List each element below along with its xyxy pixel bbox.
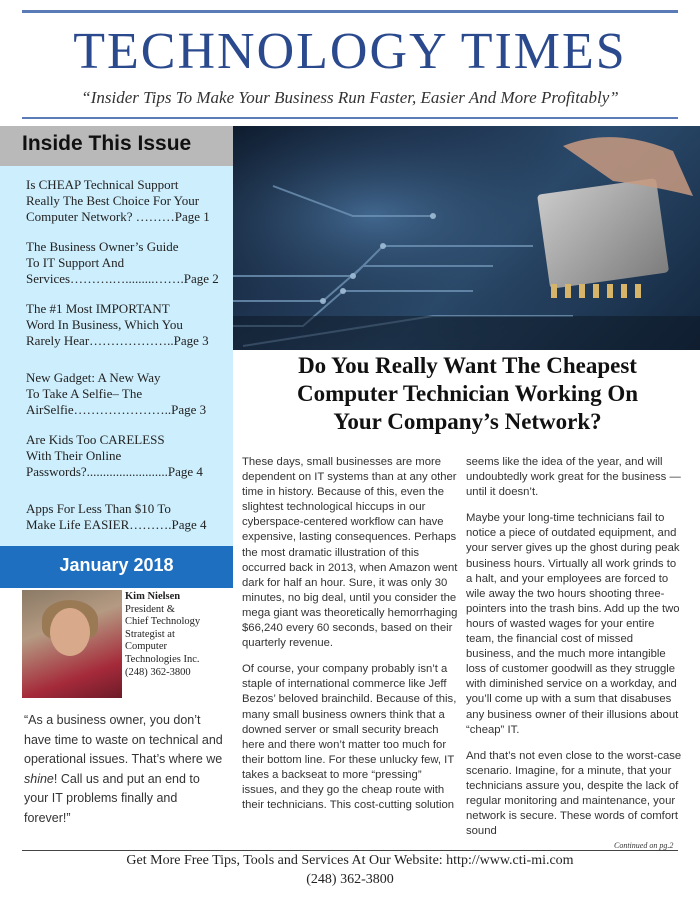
- paragraph: And that’s not even close to the worst-case scenario. Imagine, for a minute, that your technicians assure you, despite the lack of regular monitoring and maintenance, your network is secure. These words of comfort sound: [466, 749, 682, 838]
- tagline: “Insider Tips To Make Your Business Run Faster, Easier And More Profitably”: [81, 88, 619, 107]
- issue-date-bar: [0, 546, 233, 588]
- bio-line: Technologies Inc.: [125, 653, 200, 665]
- article-column-2: [466, 455, 682, 850]
- photo-face-shape: [50, 608, 90, 656]
- footer-phone: (248) 362-3800: [306, 872, 394, 887]
- footer-rule: [22, 850, 678, 851]
- inside-heading: Inside This Issue: [22, 132, 192, 155]
- article-column-1: [242, 455, 458, 824]
- bio-line: President &: [125, 603, 175, 615]
- top-rule: [22, 10, 678, 13]
- table-of-contents: [0, 166, 233, 546]
- toc-item[interactable]: Are Kids Too CARELESS With Their Online Passwords?.........................Page 4: [26, 432, 203, 479]
- paragraph: Maybe your long-time technicians fail to notice a piece of outdated equipment, and your server gives up the ghost during peak business hours. Virtually all work grinds to a halt, and your employees are forced to wile away the two hours shooting three-pointers into the trash bins. Add up the two hours of wasted wages for your entire team, the financial cost of missed business, and the much more intangible loss of customer goodwill as they struggle with diminished service on a workday, and you’ll come up with a sum that disabuses any business owner of their illusions about “cheap” IT.: [466, 512, 680, 736]
- toc-item[interactable]: The Business Owner’s Guide To IT Support And Services……….….........…….Page 2: [26, 239, 219, 286]
- author-photo: [22, 590, 122, 698]
- bio-line: Strategist at: [125, 628, 175, 640]
- bio-line: Chief Technology: [125, 616, 201, 628]
- continued-note: Continued on pg.2: [614, 841, 674, 850]
- newsletter-title: TECHNOLOGY TIMES: [73, 23, 627, 80]
- inside-this-issue-header: [0, 126, 233, 166]
- bio-line: Computer: [125, 641, 167, 653]
- paragraph: These days, small businesses are more dependent on IT systems than at any other time in history. Because of this, even the slightest technological hiccups in our cyberspace-centered workflow can have expensive, lasting consequences. Perhaps the most dramatic illustration of this occurred back in 2013, when Amazon went dark for half an hour. Sure, it was only 30 minutes, no big deal, until you consider the mega giant was theoretically hemorrhaging $66,240 every 60 seconds, based on their quarterly revenue.: [242, 456, 458, 650]
- issue-date: January 2018: [59, 555, 174, 575]
- toc-item[interactable]: Apps For Less Than $10 To Make Life EASIER……….Page 4: [26, 501, 207, 532]
- author-name: Kim Nielsen: [125, 591, 181, 602]
- paragraph: Of course, your company probably isn’t a staple of international commerce like Jeff Bezos’ beloved brainchild. Because of this, many small business owners think that a downed server or small security breach here and there won’t matter too much for their bottom line. For these unlucky few, IT takes a backseat to more “pressing” issues, and they go the cheap route with their technicians. This cost-cutting solution: [242, 663, 457, 812]
- article-headline: Do You Really Want The Cheapest Computer Technician Working On Your Company’s Network?: [296, 353, 639, 434]
- bio-phone: (248) 362-3800: [125, 666, 191, 678]
- footer-website-line[interactable]: Get More Free Tips, Tools and Services At Our Website: http://www.cti-mi.com: [126, 853, 574, 868]
- author-quote: “As a business owner, you don’t have time to waste on technical and operational issues. That’s where we shine! Call us and put an end to your IT problems finally and forever!”: [24, 713, 223, 825]
- author-bio: [125, 591, 233, 679]
- toc-item[interactable]: New Gadget: A New Way To Take A Selfie– The AirSelfie…………………..Page 3: [26, 370, 207, 417]
- toc-item[interactable]: The #1 Most IMPORTANT Word In Business, Which You Rarely Hear………………..Page 3: [26, 301, 209, 348]
- toc-item[interactable]: Is CHEAP Technical Support Really The Best Choice For Your Computer Network? ………Page 1: [26, 177, 210, 224]
- circuit-board-illustration: [233, 126, 700, 350]
- paragraph: seems like the idea of the year, and will undoubtedly work great for the business — until it doesn’t.: [466, 456, 681, 499]
- hero-image: [233, 126, 700, 350]
- masthead-rule: [22, 117, 678, 119]
